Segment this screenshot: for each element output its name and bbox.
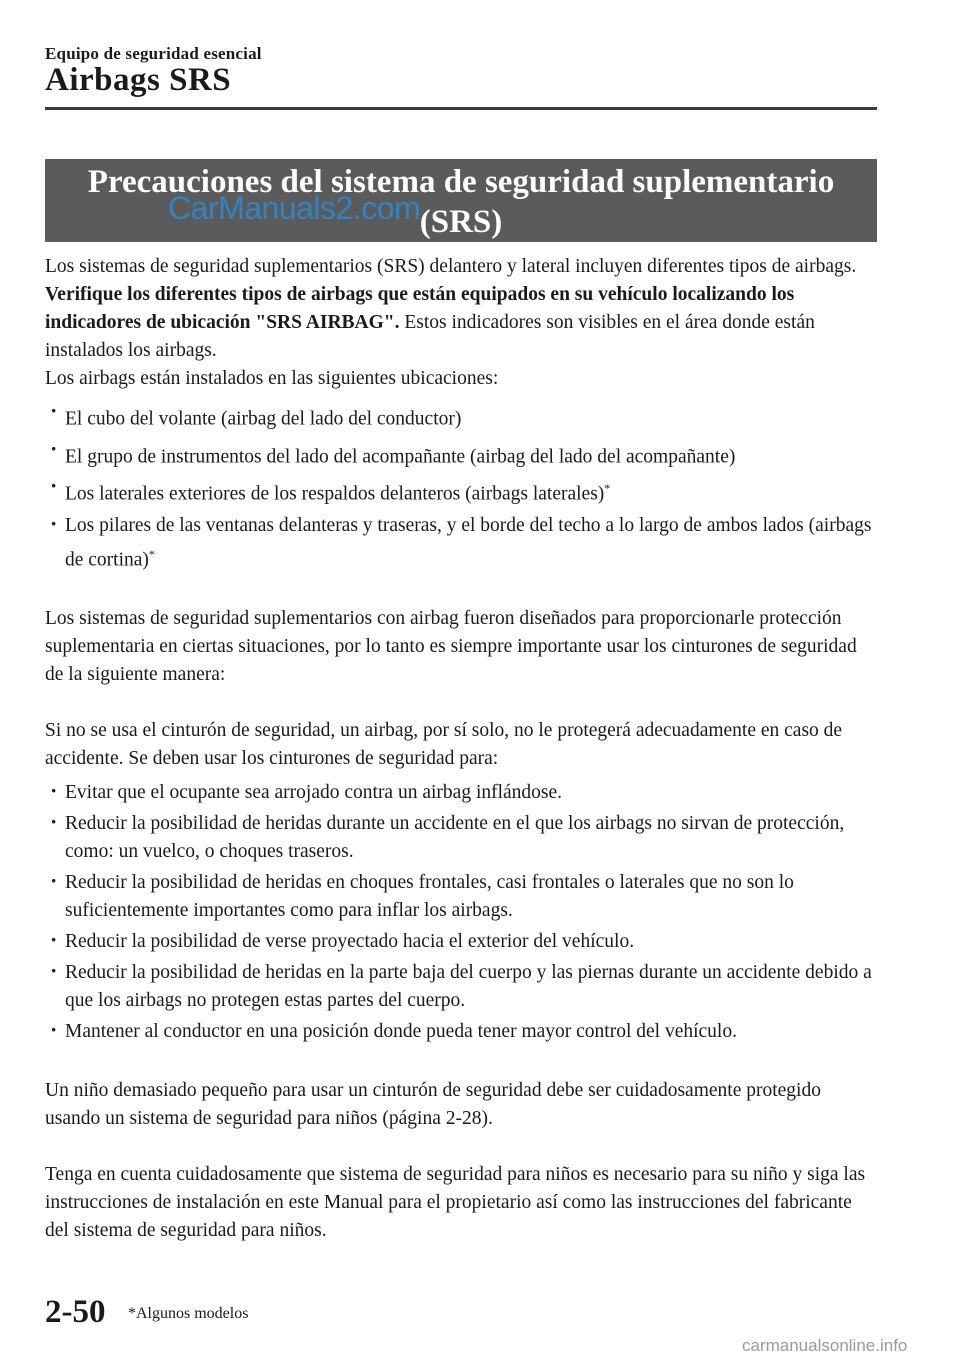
- list-item: · Los laterales exteriores de los respaldos delanteros (airbags laterales)*: [45, 474, 877, 509]
- child-paragraph: Un niño demasiado pequeño para usar un cinturón de seguridad debe ser cuidadosamente protegido usando un sistema de seguridad para niños (página 2-28).: [45, 1080, 821, 1129]
- section-kicker: Equipo de seguridad esencial: [45, 44, 262, 63]
- header-divider: [45, 107, 877, 110]
- list-item: · Reducir la posibilidad de heridas durante un accidente en el que los airbags no sirvan de protección, como: un vuelco, o choques traseros.: [45, 810, 877, 866]
- intro-paragraph: [45, 253, 877, 365]
- belts-paragraph: Si no se usa el cinturón de seguridad, un airbag, por sí solo, no le protegerá adecuadamente en caso de accidente. Se deben usar los cinturones de seguridad para:: [45, 720, 843, 769]
- list-item: · Reducir la posibilidad de heridas en la parte baja del cuerpo y las piernas durante un accidente debido a que los airbags no protegen estas partes del cuerpo.: [45, 959, 877, 1015]
- list-item: · Evitar que el ocupante sea arrojado contra un airbag inflándose.: [45, 779, 877, 807]
- list-item: · Mantener al conductor en una posición donde pueda tener mayor control del vehículo.: [45, 1018, 877, 1046]
- watermark-logo-top: CarManuals2.com: [168, 190, 421, 226]
- locations-lead: Los airbags están instalados en las siguientes ubicaciones:: [45, 368, 499, 389]
- protection-paragraph: Los sistemas de seguridad suplementarios con airbag fueron diseñados para proporcionarle protección suplementaria en ciertas situaciones, por lo tanto es siempre importante usar los cinturones de seguridad de la siguiente manera:: [45, 608, 857, 685]
- section-title-line1: Precauciones del sistema de seguridad suplementario: [87, 164, 835, 200]
- main-content: [45, 253, 877, 1245]
- list-item: · El cubo del volante (airbag del lado del conductor): [45, 399, 877, 434]
- footnote-mark: *: [148, 546, 155, 561]
- page-number: 2-50: [45, 1294, 106, 1330]
- section-title-line2: (SRS): [419, 204, 503, 240]
- list-item: · Reducir la posibilidad de verse proyectado hacia el exterior del vehículo.: [45, 928, 877, 956]
- belt-reasons-list: [45, 779, 877, 1046]
- list-item: · Reducir la posibilidad de heridas en choques frontales, casi frontales o laterales que no son lo suficientemente importantes como para inflar los airbags.: [45, 869, 877, 925]
- list-item: · Los pilares de las ventanas delanteras y traseras, y el borde del techo a lo largo de ambos lados (airbags de cortina)*: [45, 512, 877, 575]
- footnote: *Algunos modelos: [128, 1305, 249, 1322]
- page-title: Airbags SRS: [45, 62, 232, 98]
- intro-text-start: Los sistemas de seguridad suplementarios (SRS) delantero y lateral incluyen diferentes tipos de airbags.: [45, 256, 857, 277]
- watermark-bottom: carmanualsonline.info: [742, 1336, 908, 1355]
- intro-text-bold: Verifique los diferentes tipos de airbags que están equipados en su vehículo localizando los indicadores de ubicación "SRS AIRBAG".: [45, 284, 795, 333]
- locations-list: [45, 399, 877, 574]
- intro-text-end: Estos indicadores son visibles en el área donde están instalados los airbags.: [45, 312, 815, 361]
- list-item: · El grupo de instrumentos del lado del acompañante (airbag del lado del acompañante): [45, 437, 877, 472]
- footnote-mark: *: [604, 481, 611, 495]
- instructions-paragraph: Tenga en cuenta cuidadosamente que sistema de seguridad para niños es necesario para su niño y siga las instrucciones de instalación en este Manual para el propietario así como las instrucciones del fabricante del sistema de seguridad para niños.: [45, 1164, 866, 1241]
